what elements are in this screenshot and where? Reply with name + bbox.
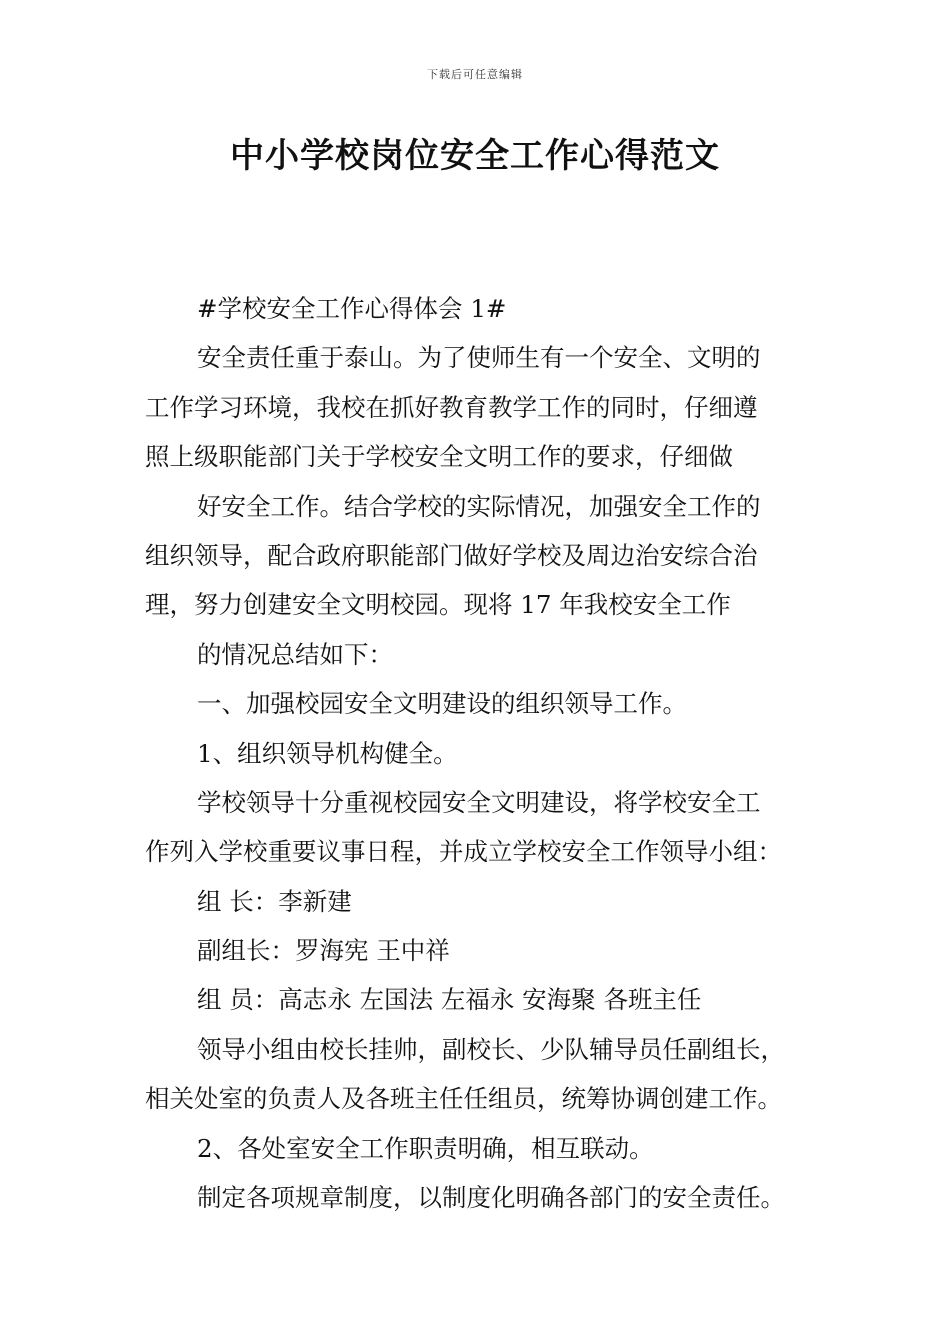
paragraph-line: 理，努力创建安全文明校园。现将 17 年我校安全工作 — [145, 590, 731, 620]
team-members-line: 组 员：高志永 左国法 左福永 安海聚 各班主任 — [197, 985, 702, 1015]
paragraph-line: 工作学习环境，我校在抓好教育教学工作的同时，仔细遵 — [145, 392, 758, 422]
document-body — [145, 284, 825, 1222]
paragraph-line: 学校领导十分重视校园安全文明建设，将学校安全工 — [197, 787, 761, 817]
document-title: 中小学校岗位安全工作心得范文 — [230, 136, 720, 176]
paragraph-line: 照上级职能部门关于学校安全文明工作的要求，仔细做 — [145, 442, 733, 472]
subsection-heading: 1、组织领导机构健全。 — [197, 738, 458, 768]
paragraph-line: 组织领导，配合政府职能部门做好学校及周边治安综合治 — [145, 540, 758, 570]
paragraph-line: 领导小组由校长挂帅，副校长、少队辅导员任副组长， — [197, 1034, 785, 1064]
paragraph-line: 制定各项规章制度，以制度化明确各部门的安全责任。 — [197, 1183, 785, 1213]
paragraph-line: 安全责任重于泰山。为了使师生有一个安全、文明的 — [197, 343, 761, 373]
paragraph-line: 相关处室的负责人及各班主任任组员，统筹协调创建工作。 — [145, 1084, 782, 1114]
team-leader-line: 组 长：李新建 — [197, 886, 352, 916]
subsection-heading: 2、各处室安全工作职责明确，相互联动。 — [197, 1133, 654, 1163]
paragraph-line: 的情况总结如下： — [197, 639, 393, 669]
paragraph-line: #学校安全工作心得体会 1# — [197, 294, 507, 323]
team-deputy-line: 副组长：罗海宪 王中祥 — [197, 936, 450, 966]
paragraph-line: 作列入学校重要议事日程，并成立学校安全工作领导小组： — [145, 837, 782, 867]
header-note: 下载后可任意编辑 — [427, 68, 523, 81]
paragraph-line: 好安全工作。结合学校的实际情况，加强安全工作的 — [197, 491, 761, 521]
section-heading: 一、加强校园安全文明建设的组织领导工作。 — [197, 689, 687, 719]
